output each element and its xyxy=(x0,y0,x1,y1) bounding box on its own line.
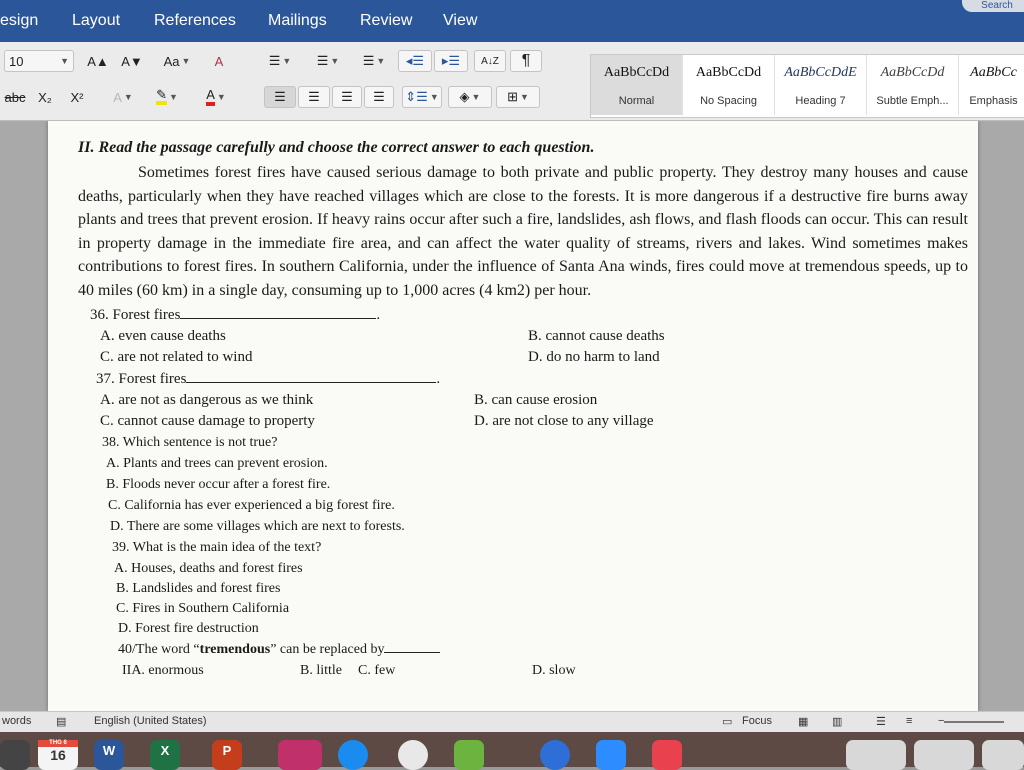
options-row xyxy=(78,326,968,347)
paint-bucket-icon: ◈ xyxy=(459,89,470,104)
option-c: C. Fires in Southern California xyxy=(116,601,290,616)
options-row xyxy=(78,390,968,411)
powerpoint-app-icon[interactable]: P xyxy=(212,740,242,770)
chevron-down-icon: ▼ xyxy=(168,92,178,102)
style-name: Normal xyxy=(618,95,655,107)
zoom-app-icon[interactable] xyxy=(596,740,626,770)
highlighter-icon: ✎ xyxy=(156,89,167,105)
option-a: A. Plants and trees can prevent erosion. xyxy=(106,456,328,471)
chevron-down-icon: ▼ xyxy=(330,56,340,66)
style-preview: AaBbCc xyxy=(970,65,1017,80)
question-stem-start: 40/The word “ xyxy=(118,642,200,657)
status-bar xyxy=(0,711,1024,732)
option-d: D. do no harm to land xyxy=(528,349,660,365)
sort-button[interactable]: A↓Z xyxy=(474,50,506,72)
answer-blank xyxy=(384,638,440,653)
option-a: IIA. enormous xyxy=(122,663,204,678)
outline-view-icon[interactable]: ☰ xyxy=(876,716,886,728)
chevron-down-icon: ▼ xyxy=(181,56,191,66)
subscript-button[interactable]: X₂ xyxy=(38,89,52,105)
shading-button[interactable] xyxy=(448,86,492,108)
section-heading: II. Read the passage carefully and choose the correct answer to each question. xyxy=(78,139,595,156)
clear-formatting-button[interactable]: A xyxy=(214,53,224,69)
align-right-button[interactable] xyxy=(332,86,362,108)
align-center-button[interactable] xyxy=(298,86,330,108)
focus-icon: ▭ xyxy=(722,716,733,728)
excel-app-icon[interactable]: X xyxy=(150,740,180,770)
option-d: D. Forest fire destruction xyxy=(118,621,259,636)
highlight-button[interactable] xyxy=(144,86,190,108)
proofing-icon[interactable]: ▤ xyxy=(56,716,67,728)
line-spacing-icon: ⇕☰ xyxy=(405,89,428,104)
option-row xyxy=(78,598,968,618)
style-preview: AaBbCcDdE xyxy=(784,65,857,80)
font-color-button[interactable] xyxy=(194,86,238,108)
document-canvas xyxy=(0,121,1024,711)
options-row xyxy=(78,347,968,368)
style-heading-7[interactable] xyxy=(775,55,867,115)
passage-paragraph: Sometimes forest fires have caused serious damage to both private and public property. They destroy many houses and cause deaths, particularly when they have reached villages which are close to the forests. It is more dangerous if a destructive fire burns away plants and trees that prevent erosion. If heavy rains occur after such a fire, landslides, ash flows, and flash floods can occur. This can result in property damage in the immediate fire area, and can affect the water quality of streams, rivers and lakes. Wind sometimes makes contributions to forest fires. In southern California, under the influence of Santa Ana winds, fires could move at tremendous speeds, up to 40 miles (60 km) in a single day, consuming up to 1,000 acres (4 km2) per hour. xyxy=(78,164,968,299)
answer-blank xyxy=(186,368,436,383)
bullets-button[interactable] xyxy=(258,50,302,72)
question-38: 38. Which sentence is not true? xyxy=(102,435,278,450)
option-b: B. cannot cause deaths xyxy=(528,328,665,344)
multilevel-list-icon: ☰ xyxy=(362,53,375,68)
calendar-app-icon[interactable] xyxy=(38,740,78,770)
chevron-down-icon: ▼ xyxy=(60,56,69,66)
options-row xyxy=(78,660,968,681)
minimized-window-thumbnail[interactable] xyxy=(982,740,1024,770)
web-layout-icon[interactable]: ▥ xyxy=(832,716,843,728)
tab-mailings[interactable]: Mailings xyxy=(268,12,327,29)
style-gallery xyxy=(590,54,1024,118)
music-app-icon[interactable] xyxy=(278,740,322,770)
word-app-icon[interactable]: W xyxy=(94,740,124,770)
option-row xyxy=(78,618,968,638)
shrink-font-button[interactable]: A▼ xyxy=(121,53,143,69)
numbered-list-icon: ☰ xyxy=(316,53,329,68)
tab-references[interactable]: References xyxy=(154,12,236,29)
option-row xyxy=(78,474,968,495)
style-name: Emphasis xyxy=(969,95,1018,107)
chrome-icon[interactable] xyxy=(398,740,428,770)
superscript-button[interactable]: X² xyxy=(70,89,84,105)
tab-view[interactable]: View xyxy=(443,12,478,29)
increase-indent-icon: ▸☰ xyxy=(441,53,461,68)
chevron-down-icon: ▼ xyxy=(376,56,386,66)
chevron-down-icon: ▼ xyxy=(519,92,529,102)
align-left-icon: ☰ xyxy=(274,89,286,104)
option-c: C. California has ever experienced a big forest fire. xyxy=(108,498,395,513)
minimized-window-thumbnail[interactable] xyxy=(846,740,906,770)
font-size-select[interactable] xyxy=(4,50,74,72)
option-d: D. There are some villages which are next to forests. xyxy=(110,519,405,534)
ribbon-tab-bar xyxy=(0,0,1024,42)
numbering-button[interactable] xyxy=(306,50,350,72)
option-b: B. can cause erosion xyxy=(474,392,598,408)
answer-blank xyxy=(180,304,376,319)
show-formatting-button[interactable]: ¶ xyxy=(510,50,542,72)
justify-icon: ☰ xyxy=(373,89,385,104)
option-row xyxy=(78,453,968,474)
photo-app-icon[interactable] xyxy=(454,740,484,770)
align-center-icon: ☰ xyxy=(308,89,320,104)
options-row xyxy=(78,411,968,432)
option-row xyxy=(78,558,968,578)
question-keyword: tremendous xyxy=(199,642,271,657)
option-b: B. Floods never occur after a forest fire. xyxy=(106,477,331,492)
option-b: B. Landslides and forest fires xyxy=(116,581,281,596)
font-size-value: 10 xyxy=(9,53,24,69)
text-effects-icon: A xyxy=(113,89,122,105)
tab-design[interactable]: esign xyxy=(0,12,39,29)
style-subtle-emphasis[interactable] xyxy=(867,55,959,115)
option-c: C. cannot cause damage to property xyxy=(100,413,315,429)
option-d: D. slow xyxy=(532,663,576,678)
option-c: C. are not related to wind xyxy=(100,349,253,365)
option-a: A. are not as dangerous as we think xyxy=(100,392,314,408)
style-preview: AaBbCcDd xyxy=(880,65,945,80)
draft-view-icon[interactable]: ≡ xyxy=(906,715,913,727)
calendar-day: 16 xyxy=(50,747,66,763)
language-indicator[interactable]: English (United States) xyxy=(94,715,207,727)
increase-indent-button[interactable] xyxy=(434,50,468,72)
align-right-icon: ☰ xyxy=(341,89,353,104)
style-preview: AaBbCcDd xyxy=(695,65,762,80)
question-stem: 36. Forest fires xyxy=(90,307,181,323)
text-effects-button[interactable] xyxy=(108,86,138,108)
document-page[interactable] xyxy=(48,121,978,711)
calendar-month: THG 6 xyxy=(38,740,78,747)
align-left-button[interactable] xyxy=(264,86,296,108)
zoom-out-icon[interactable]: − xyxy=(938,715,945,727)
safari-icon[interactable] xyxy=(540,740,570,770)
line-spacing-button[interactable] xyxy=(402,86,442,108)
option-row xyxy=(78,516,968,537)
music-player-icon[interactable] xyxy=(652,740,682,770)
grow-font-button[interactable]: A▲ xyxy=(87,53,109,69)
chevron-down-icon: ▼ xyxy=(471,92,481,102)
style-normal[interactable] xyxy=(591,55,683,115)
decrease-indent-icon: ◂☰ xyxy=(405,53,425,68)
bullet-list-icon: ☰ xyxy=(268,53,281,68)
document-body xyxy=(78,139,968,681)
question-stem-end: ” can be replaced by xyxy=(270,642,385,657)
question-40 xyxy=(78,638,968,660)
decrease-indent-button[interactable] xyxy=(398,50,432,72)
style-name: No Spacing xyxy=(700,95,757,107)
option-d: D. are not close to any village xyxy=(474,413,654,429)
print-layout-icon[interactable]: ▦ xyxy=(798,716,809,728)
option-c: C. few xyxy=(358,663,396,678)
zoom-slider[interactable] xyxy=(944,721,1004,723)
style-no-spacing[interactable] xyxy=(683,55,775,115)
launchpad-icon[interactable] xyxy=(0,740,30,770)
focus-button[interactable]: Focus xyxy=(742,715,772,727)
change-case-button[interactable] xyxy=(158,50,196,72)
style-preview: AaBbCcDd xyxy=(603,65,670,80)
justify-button[interactable] xyxy=(364,86,394,108)
style-name: Subtle Emph... xyxy=(876,95,949,107)
search-box[interactable]: Search xyxy=(962,0,1024,12)
tab-review[interactable]: Review xyxy=(360,12,413,29)
option-row xyxy=(78,495,968,516)
change-case-label: Aa xyxy=(163,53,180,69)
question-stem: 37. Forest fires xyxy=(96,371,187,387)
minimized-window-thumbnail[interactable] xyxy=(914,740,974,770)
font-color-label: A xyxy=(206,88,215,106)
multilevel-list-button[interactable] xyxy=(354,50,394,72)
question-39: 39. What is the main idea of the text? xyxy=(112,540,322,555)
question-36: 36. Forest fires . xyxy=(78,304,968,326)
option-b: B. little xyxy=(300,663,342,678)
chevron-down-icon: ▼ xyxy=(282,56,292,66)
borders-button[interactable] xyxy=(496,86,540,108)
style-name: Heading 7 xyxy=(795,95,846,107)
borders-icon: ⊞ xyxy=(507,89,518,104)
app-store-icon[interactable] xyxy=(338,740,368,770)
chevron-down-icon: ▼ xyxy=(429,92,439,102)
strikethrough-button[interactable]: abc xyxy=(4,89,26,105)
question-37: 37. Forest fires . xyxy=(78,368,968,390)
mac-dock xyxy=(0,732,1024,767)
word-count[interactable]: words xyxy=(2,715,32,727)
tab-layout[interactable]: Layout xyxy=(72,12,121,29)
chevron-down-icon: ▼ xyxy=(216,92,226,102)
style-emphasis[interactable] xyxy=(959,55,1024,115)
option-row xyxy=(78,578,968,598)
option-a: A. even cause deaths xyxy=(100,328,226,344)
chevron-down-icon: ▼ xyxy=(123,92,133,102)
option-a: A. Houses, deaths and forest fires xyxy=(114,561,303,576)
